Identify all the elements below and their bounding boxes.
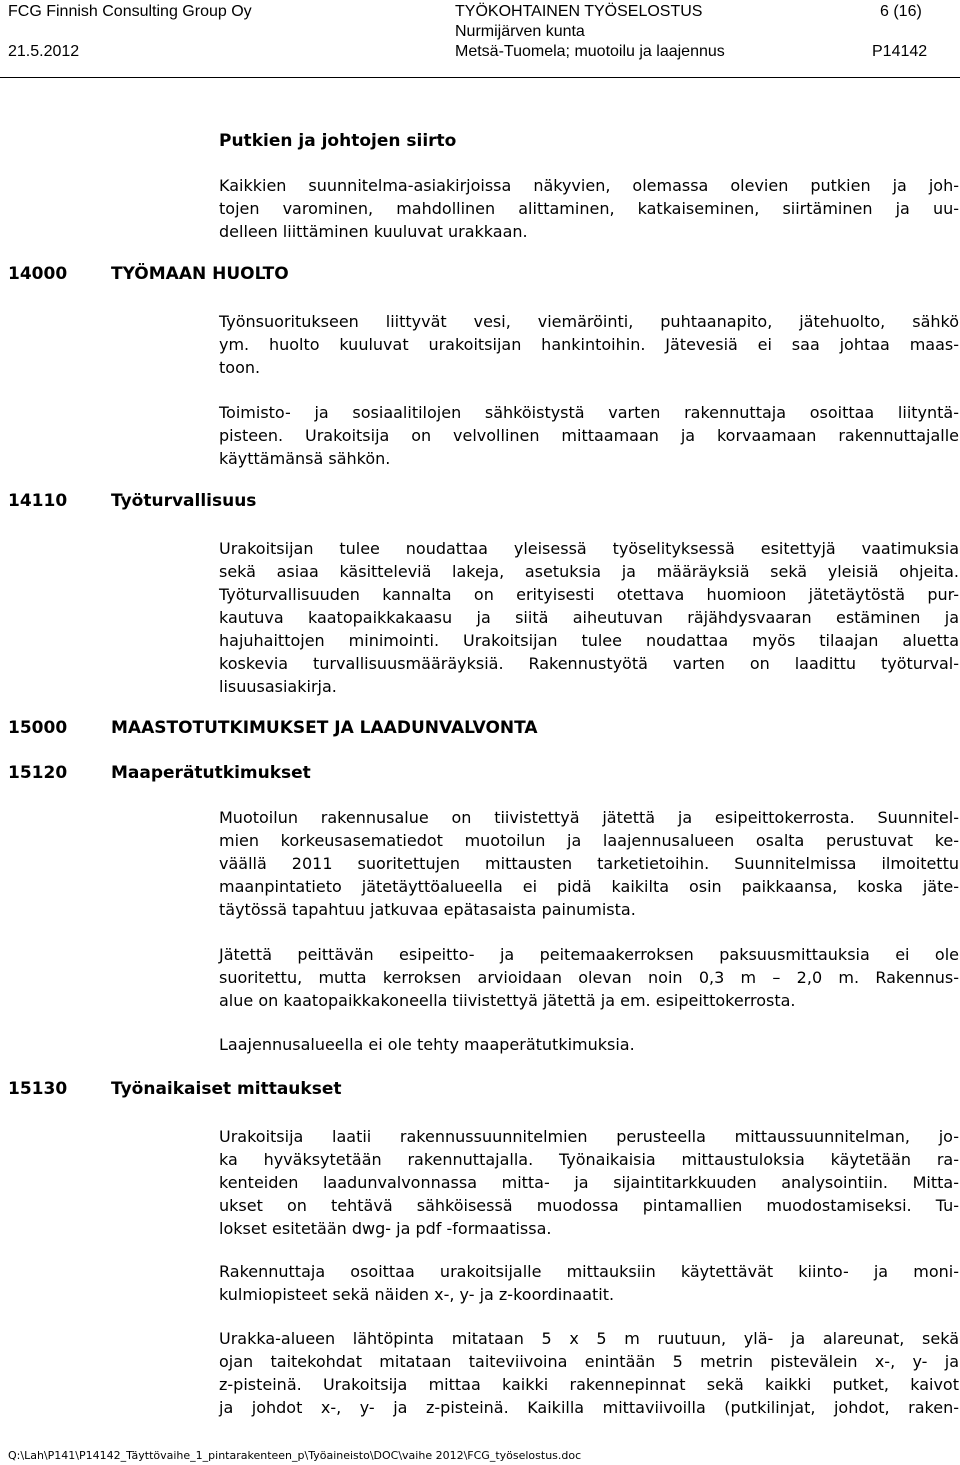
text-line: ojan taitekohdat mitataan taiteviivoina enintään 5 metrin pistevälein x-, y- ja: [219, 1352, 959, 1371]
text-line: Urakoitsijan tulee noudattaa yleisessä työselityksessä esitettyjä vaatimuksia: [219, 539, 959, 558]
text-line: pisteen. Urakoitsija on velvollinen mittaamaan ja korvaamaan rakennuttajalle: [219, 426, 959, 445]
section-number-15000: 15000: [8, 718, 68, 738]
text-line: Urakka-alueen lähtöpinta mitataan 5 x 5 m ruutuun, ylä- ja alareunat, sekä: [219, 1329, 959, 1348]
section-number-15130: 15130: [8, 1079, 68, 1099]
header-doc-type: TYÖKOHTAINEN TYÖSELOSTUS: [455, 3, 703, 20]
text-line: Laajennusalueella ei ole tehty maaperätutkimuksia.: [219, 1035, 635, 1054]
text-line: koskevia turvallisuusmääräyksiä. Rakennustyötä varten on laadittu työturval-: [219, 654, 959, 673]
text-line: mien korkeusasematiedot muotoilun ja laajennusalueen osalta perustuvat ke-: [219, 831, 959, 850]
text-line: lokset esitetään dwg- ja pdf -formaatissa.: [219, 1219, 552, 1238]
paragraph-mittaus-2: [219, 1260, 959, 1306]
text-line: toon.: [219, 358, 261, 377]
text-line: kautuva kaatopaikkakaasu ja siitä aiheutuvan räjähdysvaaran estäminen ja: [219, 608, 959, 627]
text-line: ukset on tehtävä sähköisessä muodossa pintamallien muodostamiseksi. Tu-: [219, 1196, 959, 1215]
section-title-14110: Työturvallisuus: [111, 491, 257, 511]
text-line: käyttämänsä sähkön.: [219, 449, 391, 468]
header-page-number: 6 (16): [880, 3, 922, 20]
text-line: kulmiopisteet sekä näiden x-, y- ja z-koordinaatit.: [219, 1285, 615, 1304]
text-line: Muotoilun rakennusalue on tiivistettyä jätettä ja esipeittokerrosta. Suunnitel-: [219, 808, 959, 827]
paragraph-maapera-1: [219, 806, 959, 921]
text-line: Jätettä peittävän esipeitto- ja peitemaakerroksen paksuusmittauksia ei ole: [219, 945, 959, 964]
text-line: delleen liittäminen kuuluvat urakkaan.: [219, 222, 528, 241]
header-project: Metsä-Tuomela; muotoilu ja laajennus: [455, 43, 725, 60]
header-company: FCG Finnish Consulting Group Oy: [8, 3, 252, 20]
text-line: ym. huolto kuuluvat urakoitsijan hankintoihin. Jätevesiä ei saa johtaa maas-: [219, 335, 959, 354]
text-line: Toimisto- ja sosiaalitilojen sähköistystä varten rakennuttaja osoittaa liityntä-: [219, 403, 959, 422]
text-line: täytössä tapahtuu jatkuvaa epätasaista painumista.: [219, 900, 636, 919]
section-title-14000: TYÖMAAN HUOLTO: [111, 264, 289, 284]
footer-file-path: Q:\Lah\P141\P14142_Täyttövaihe_1_pintarakenteen_p\Työaineisto\DOC\vaihe 2012\FCG_työselostus.doc: [8, 1449, 582, 1462]
header-rule: [0, 77, 960, 78]
text-line: Työturvallisuuden kannalta on erityisesti otettava huomioon jätetäytöstä pur-: [219, 585, 959, 604]
section-number-14110: 14110: [8, 491, 68, 511]
text-line: maanpintatieto jätetäyttöalueella ei pidä kaikilta osin paikkaansa, koska jäte-: [219, 877, 959, 896]
header-municipality: Nurmijärven kunta: [455, 23, 585, 40]
text-line: lisuusasiakirja.: [219, 677, 337, 696]
text-line: z-pisteinä. Urakoitsija mittaa kaikki rakennepinnat sekä kaikki putket, kaivot: [219, 1375, 959, 1394]
paragraph-mittaus-3: [219, 1327, 959, 1419]
section-number-15120: 15120: [8, 763, 68, 783]
section-title-15000: MAASTOTUTKIMUKSET JA LAADUNVALVONTA: [111, 718, 538, 738]
text-line: kenteiden laadunvalvonnassa mitta- ja sijaintitarkkuuden analysointiin. Mitta-: [219, 1173, 959, 1192]
paragraph-mittaus-1: [219, 1125, 959, 1240]
text-line: ka hyväksytetään rakennuttajalla. Työnaikaisia mittaustuloksia käytetään ra-: [219, 1150, 959, 1169]
header-project-code: P14142: [872, 43, 928, 60]
section-number-14000: 14000: [8, 264, 68, 284]
text-line: sekä asiaa käsitteleviä lakeja, asetuksia ja määräyksiä sekä yleisiä ohjeita.: [219, 562, 959, 581]
section-title-15120: Maaperätutkimukset: [111, 763, 311, 783]
text-line: väällä 2011 suoritettujen mittausten tarketietoihin. Suunnitelmissa ilmoitettu: [219, 854, 959, 873]
section-title-15130: Työnaikaiset mittaukset: [111, 1079, 342, 1099]
text-line: Urakoitsija laatii rakennussuunnitelmien perusteella mittaussuunnitelman, jo-: [219, 1127, 959, 1146]
paragraph-tyoturvallisuus: [219, 537, 959, 698]
text-line: alue on kaatopaikkakoneella tiivistettyä jätettä ja em. esipeittokerrosta.: [219, 991, 796, 1010]
paragraph-maapera-2: [219, 943, 959, 1012]
paragraph-maapera-3: [219, 1033, 959, 1056]
text-line: hajuhaittojen minimointi. Urakoitsijan tulee noudattaa myös tilaajan aluetta: [219, 631, 959, 650]
paragraph-putkien: [219, 174, 959, 243]
text-line: Työnsuoritukseen liittyvät vesi, viemäröinti, puhtaanapito, jätehuolto, sähkö: [219, 312, 959, 331]
header-date: 21.5.2012: [8, 43, 80, 60]
text-line: Rakennuttaja osoittaa urakoitsijalle mittauksiin käytettävät kiinto- ja moni-: [219, 1262, 959, 1281]
text-line: tojen varominen, mahdollinen alittaminen, katkaiseminen, siirtäminen ja uu-: [219, 199, 959, 218]
text-line: Kaikkien suunnitelma-asiakirjoissa näkyvien, olemassa olevien putkien ja joh-: [219, 176, 959, 195]
paragraph-huolto-1: [219, 310, 959, 379]
paragraph-huolto-2: [219, 401, 959, 470]
text-line: suoritettu, mutta kerroksen arvioidaan olevan noin 0,3 m – 2,0 m. Rakennus-: [219, 968, 959, 987]
text-line: ja johdot x-, y- ja z-pisteinä. Kaikilla mittaviivoilla (putkilinjat, johdot, raken-: [219, 1398, 959, 1417]
subheading-putkien: Putkien ja johtojen siirto: [219, 131, 457, 151]
